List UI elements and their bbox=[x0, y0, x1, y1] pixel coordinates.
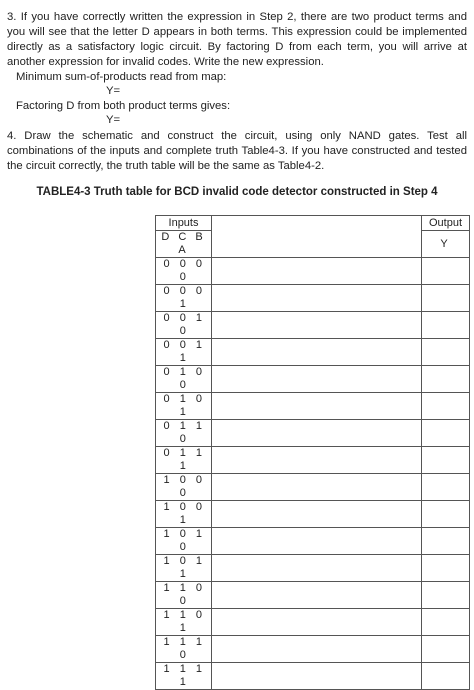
output-cell[interactable] bbox=[422, 582, 470, 609]
step4-paragraph: 4. Draw the schematic and construct the circuit, using only NAND gates. Test all combinations of the inputs and complete truth Table4-3. If you have constructed and tested the circuit correctly, the truth table will be the same as Table4-2. bbox=[7, 130, 467, 172]
row-gap bbox=[212, 312, 422, 339]
truth-table-body bbox=[156, 258, 470, 690]
input-combination: 0 1 0 0 bbox=[156, 366, 212, 393]
header-gap bbox=[212, 216, 422, 231]
input-combination: 0 0 1 1 bbox=[156, 339, 212, 366]
table-row bbox=[156, 501, 470, 528]
input-combination: 1 0 1 1 bbox=[156, 555, 212, 582]
table-row bbox=[156, 447, 470, 474]
row-gap bbox=[212, 339, 422, 366]
table-row bbox=[156, 420, 470, 447]
row-gap bbox=[212, 474, 422, 501]
min-sop-expression: Y= bbox=[106, 85, 121, 97]
inputs-header: Inputs bbox=[156, 216, 212, 231]
table-row bbox=[156, 393, 470, 420]
step3-paragraph: 3. If you have correctly written the expression in Step 2, there are two product terms and you will see that the letter D appears in both terms. This expression could be implemented directly as a satisfactory logic circuit. By factoring D from each term, you will arrive at another expression for invalid codes. Write the new expression. bbox=[7, 11, 467, 68]
table-row bbox=[156, 474, 470, 501]
input-combination: 0 1 0 1 bbox=[156, 393, 212, 420]
output-cell[interactable] bbox=[422, 366, 470, 393]
table-row bbox=[156, 258, 470, 285]
table-row bbox=[156, 285, 470, 312]
table-row bbox=[156, 312, 470, 339]
table-subheader-row bbox=[156, 231, 470, 258]
input-combination: 0 0 0 1 bbox=[156, 285, 212, 312]
row-gap bbox=[212, 609, 422, 636]
input-combination: 1 1 0 0 bbox=[156, 582, 212, 609]
output-cell[interactable] bbox=[422, 609, 470, 636]
output-cell[interactable] bbox=[422, 420, 470, 447]
min-sop-label: Minimum sum-of-products read from map: bbox=[16, 71, 227, 83]
input-combination: 0 1 1 0 bbox=[156, 420, 212, 447]
output-header: Output bbox=[422, 216, 470, 231]
table-row bbox=[156, 528, 470, 555]
output-cell[interactable] bbox=[422, 285, 470, 312]
row-gap bbox=[212, 582, 422, 609]
input-combination: 1 1 1 0 bbox=[156, 636, 212, 663]
table-row bbox=[156, 582, 470, 609]
input-combination: 1 0 0 0 bbox=[156, 474, 212, 501]
table-row bbox=[156, 663, 470, 690]
row-gap bbox=[212, 447, 422, 474]
output-cell[interactable] bbox=[422, 393, 470, 420]
table-caption: TABLE4-3 Truth table for BCD invalid code detector constructed in Step 4 bbox=[36, 186, 438, 198]
input-combination: 1 0 0 1 bbox=[156, 501, 212, 528]
output-cell[interactable] bbox=[422, 474, 470, 501]
output-cell[interactable] bbox=[422, 447, 470, 474]
row-gap bbox=[212, 663, 422, 690]
row-gap bbox=[212, 528, 422, 555]
input-combination: 0 0 1 0 bbox=[156, 312, 212, 339]
table-row bbox=[156, 339, 470, 366]
output-cell[interactable] bbox=[422, 312, 470, 339]
row-gap bbox=[212, 555, 422, 582]
row-gap bbox=[212, 420, 422, 447]
input-combination: 1 1 1 1 bbox=[156, 663, 212, 690]
factored-expression: Y= bbox=[106, 114, 121, 126]
table-header-row bbox=[156, 216, 470, 231]
row-gap bbox=[212, 636, 422, 663]
input-combination: 1 1 0 1 bbox=[156, 609, 212, 636]
factoring-label: Factoring D from both product terms gives: bbox=[16, 100, 231, 112]
input-combination: 0 0 0 0 bbox=[156, 258, 212, 285]
input-combination: 0 1 1 1 bbox=[156, 447, 212, 474]
output-cell[interactable] bbox=[422, 528, 470, 555]
row-gap bbox=[212, 285, 422, 312]
row-gap bbox=[212, 393, 422, 420]
table-row bbox=[156, 636, 470, 663]
input-combination: 1 0 1 0 bbox=[156, 528, 212, 555]
output-cell[interactable] bbox=[422, 501, 470, 528]
table-row bbox=[156, 366, 470, 393]
row-gap bbox=[212, 258, 422, 285]
output-variable: Y bbox=[422, 231, 470, 258]
table-row bbox=[156, 609, 470, 636]
output-cell[interactable] bbox=[422, 555, 470, 582]
output-cell[interactable] bbox=[422, 636, 470, 663]
output-cell[interactable] bbox=[422, 663, 470, 690]
output-cell[interactable] bbox=[422, 339, 470, 366]
row-gap bbox=[212, 501, 422, 528]
table-row bbox=[156, 555, 470, 582]
truth-table bbox=[155, 215, 470, 690]
inputs-variables: D C B A bbox=[156, 231, 212, 258]
row-gap bbox=[212, 366, 422, 393]
output-cell[interactable] bbox=[422, 258, 470, 285]
subheader-gap bbox=[212, 231, 422, 258]
